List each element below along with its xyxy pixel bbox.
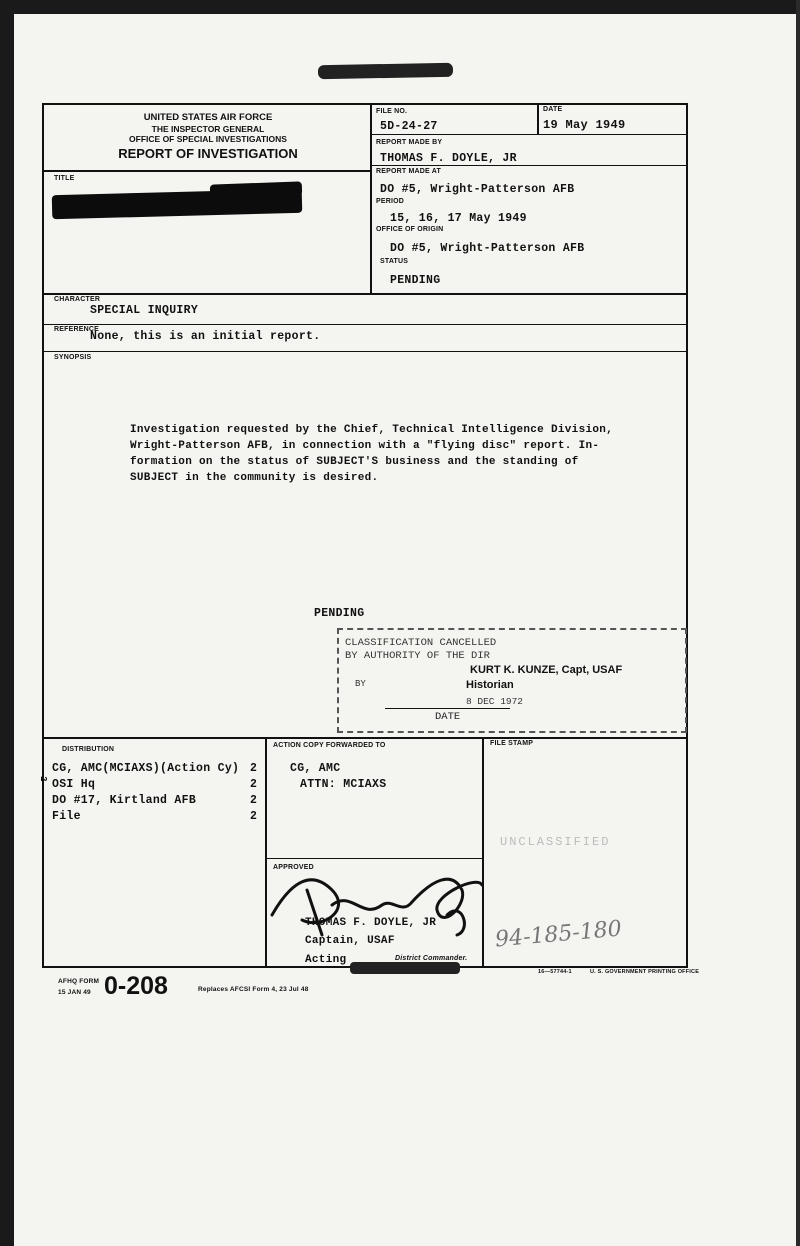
distribution-item: OSI Hq [52, 778, 96, 791]
label-synopsis: SYNOPSIS [54, 354, 92, 361]
rule-approved [265, 858, 483, 859]
distribution-copies: 2 [250, 794, 258, 807]
distribution-copies: 2 [250, 762, 258, 775]
handwritten-number: 94-185-180 [494, 916, 623, 953]
declass-stamp-date: 8 DEC 1972 [466, 696, 524, 707]
side-mark: 2 [37, 776, 48, 782]
synopsis-line-2: Wright-Patterson AFB, in connection with a "flying disc" report. In- [130, 440, 600, 452]
distribution-copies: 2 [250, 778, 258, 791]
label-period: PERIOD [376, 198, 405, 205]
label-date: DATE [543, 106, 563, 113]
reference-value: None, this is an initial report. [90, 330, 321, 343]
form-replaces: Replaces AFCSI Form 4, 23 Jul 48 [198, 986, 309, 993]
office-of-origin-value: DO #5, Wright-Patterson AFB [390, 242, 585, 255]
declass-role: Historian [466, 679, 514, 691]
label-approved: APPROVED [273, 864, 314, 871]
label-status: STATUS [380, 258, 409, 265]
label-district-commander: District Commander. [395, 955, 468, 962]
gpo-label: U. S. GOVERNMENT PRINTING OFFICE [590, 969, 700, 975]
gpo-code: 16—57744-1 [538, 969, 572, 975]
declass-line-2: BY AUTHORITY OF THE DIR [345, 650, 490, 662]
approved-rank: Captain, USAF [305, 935, 395, 947]
label-action-copy: ACTION COPY FORWARDED TO [273, 742, 386, 749]
form-label-1: AFHQ FORM [58, 978, 100, 985]
office-name-2: OFFICE OF SPECIAL INVESTIGATIONS [129, 134, 287, 144]
label-report-made-at: REPORT MADE AT [376, 168, 442, 175]
declass-line-1: CLASSIFICATION CANCELLED [345, 637, 497, 649]
synopsis-line-4: SUBJECT in the community is desired. [130, 472, 379, 484]
distribution-item: File [52, 810, 81, 823]
rule-distribution [42, 737, 688, 739]
declass-date-rule [385, 708, 510, 709]
declass-date-label: DATE [435, 711, 461, 723]
label-file-stamp: FILE STAMP [490, 740, 534, 747]
distribution-copies: 2 [250, 810, 258, 823]
scan-edge-left [0, 0, 14, 1246]
synopsis-line-3: formation on the status of SUBJECT'S business and the standing of [130, 456, 579, 468]
label-title: TITLE [54, 175, 75, 182]
report-made-by-value: THOMAS F. DOYLE, JR [380, 152, 517, 165]
rule-character [42, 293, 688, 295]
rule-title [42, 170, 372, 172]
scan-edge-right [796, 0, 800, 1246]
distribution-item: DO #17, Kirtland AFB [52, 794, 197, 807]
redaction-smear-bottom [350, 962, 460, 974]
report-title: REPORT OF INVESTIGATION [118, 146, 298, 161]
synopsis-line-1: Investigation requested by the Chief, Technical Intelligence Division, [130, 424, 614, 436]
label-distribution: DISTRIBUTION [62, 746, 115, 753]
rule-header-split [370, 103, 372, 293]
label-file-no: FILE NO. [376, 108, 408, 115]
distribution-item: CG, AMC(MCIAXS)(Action Cy) [52, 762, 240, 775]
declass-by: BY [355, 679, 366, 689]
character-value: SPECIAL INQUIRY [90, 304, 199, 317]
date-value: 19 May 1949 [543, 118, 626, 132]
label-office-of-origin: OFFICE OF ORIGIN [376, 226, 444, 233]
action-copy-line-2: ATTN: MCIAXS [300, 778, 387, 791]
approved-name: THOMAS F. DOYLE, JR [305, 917, 437, 929]
file-stamp-faint: UNCLASSIFIED [500, 835, 611, 849]
pending-label: PENDING [314, 607, 365, 620]
form-label-2: 15 JAN 49 [58, 989, 91, 996]
label-report-made-by: REPORT MADE BY [376, 139, 443, 146]
action-copy-line-1: CG, AMC [290, 762, 341, 775]
rule-synopsis [42, 351, 688, 352]
approved-title: Acting [305, 954, 347, 966]
declass-name: KURT K. KUNZE, Capt, USAF [470, 664, 623, 676]
office-name-1: THE INSPECTOR GENERAL [151, 124, 265, 134]
redaction-smear-top [318, 63, 453, 79]
rule-date-split [537, 103, 539, 135]
status-value: PENDING [390, 274, 441, 287]
label-character: CHARACTER [54, 296, 101, 303]
rule-made-at [370, 165, 688, 166]
rule-made-by [370, 134, 688, 135]
form-number: 0-208 [104, 972, 168, 1000]
period-value: 15, 16, 17 May 1949 [390, 212, 527, 225]
rule-reference [42, 324, 688, 325]
file-no-value: 5D-24-27 [380, 120, 438, 133]
org-name: UNITED STATES AIR FORCE [143, 112, 273, 123]
label-reference: REFERENCE [54, 326, 99, 333]
scan-edge-top [0, 0, 800, 14]
report-made-at-value: DO #5, Wright-Patterson AFB [380, 183, 575, 196]
